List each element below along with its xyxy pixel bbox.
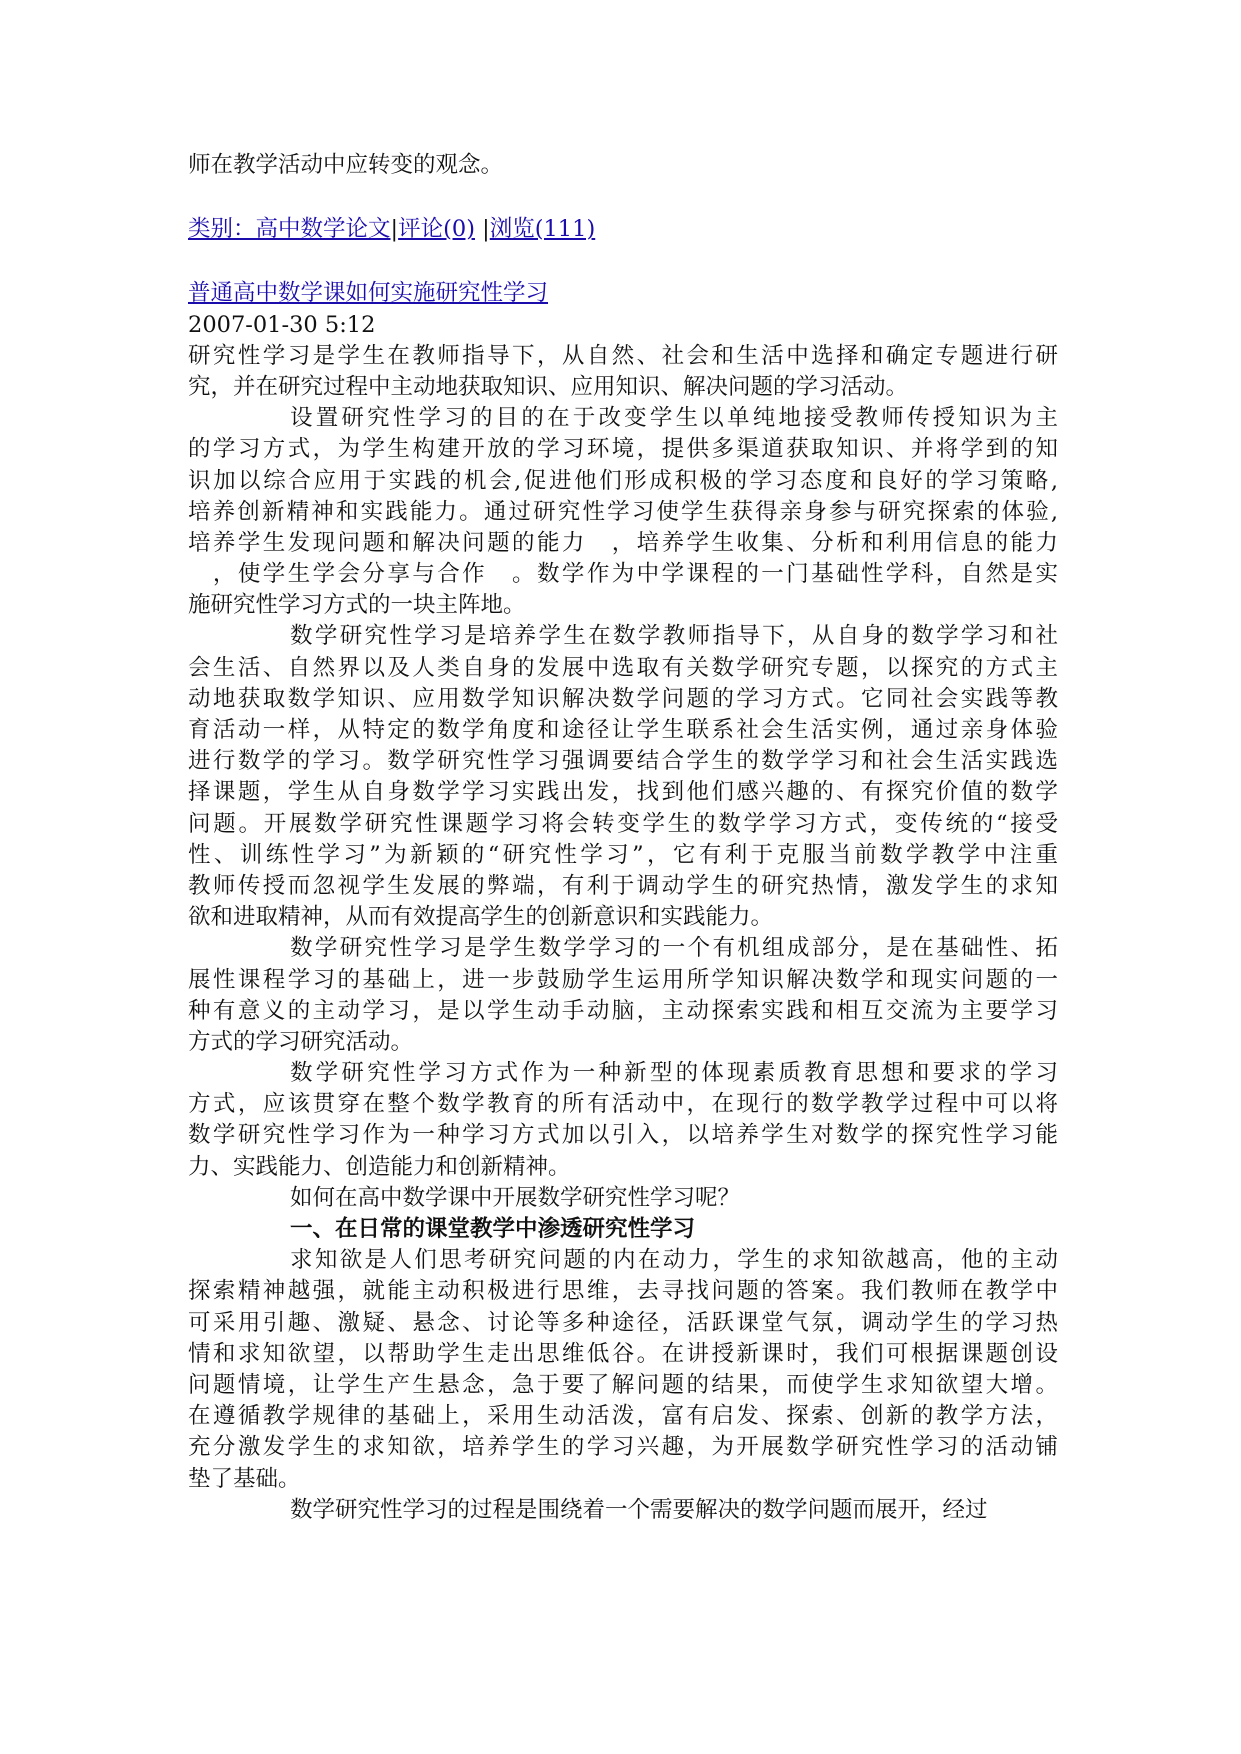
post-meta-links (188, 214, 1058, 245)
paragraph (188, 1058, 1058, 1183)
paragraph-line: 力、实践能力、创造能力和创新精神。 (188, 1153, 571, 1180)
paragraph-line: 在遵循教学规律的基础上，采用生动活泼，富有启发、探索、创新的教学方法， (188, 1403, 1058, 1430)
paragraph-line: 方式的学习研究活动。 (188, 1028, 414, 1055)
post-body (188, 341, 1058, 1214)
paragraph-line: 数学研究性学习的过程是围绕着一个需要解决的数学问题而展开，经过 (290, 1496, 988, 1523)
paragraph (188, 1245, 1058, 1495)
paragraph-line: 可采用引趣、激疑、悬念、讨论等多种途径，活跃课堂气氛，调动学生的学习热 (188, 1309, 1058, 1336)
paragraph-line: 育活动一样，从特定的数学角度和途径让学生联系社会生活实例，通过亲身体验 (188, 717, 1058, 743)
paragraph-line: 垫了基础。 (188, 1465, 301, 1492)
paragraph-line: 数学研究性学习是培养学生在数学教师指导下，从自身的数学学习和社 (290, 623, 1058, 650)
paragraph-line: 数学研究性学习方式作为一种新型的体现素质教育思想和要求的学习 (290, 1060, 1058, 1087)
paragraph-line: 充分激发学生的求知欲，培养学生的学习兴趣，为开展数学研究性学习的活动铺 (188, 1434, 1058, 1461)
paragraph-line: 培养创新精神和实践能力。通过研究性学习使学生获得亲身参与研究探索的体验, (188, 498, 1058, 525)
paragraph-line: 设置研究性学习的目的在于改变学生以单纯地接受教师传授知识为主 (290, 405, 1058, 432)
section-heading: 一、在日常的课堂教学中渗透研究性学习 (290, 1216, 696, 1242)
comments-link[interactable]: 评论(0) (398, 216, 475, 243)
document-page (188, 150, 1058, 1526)
paragraph-line: 数学研究性学习是学生数学学习的一个有机组成部分，是在基础性、拓 (290, 935, 1058, 962)
paragraph (188, 933, 1058, 1058)
paragraph (188, 1495, 1058, 1526)
paragraph-line: 研究性学习是学生在教师指导下，从自然、社会和生活中选择和确定专题进行研 (188, 342, 1058, 369)
paragraph-line: 求知欲是人们思考研究问题的内在动力，学生的求知欲越高，他的主动 (290, 1247, 1058, 1274)
paragraph-line: 识加以综合应用于实践的机会,促进他们形成积极的学习态度和良好的学习策略, (188, 467, 1058, 494)
post-title-row (188, 278, 1058, 309)
paragraph-line: 择课题，学生从自身数学学习实践出发，找到他们感兴趣的、有探究价值的数学 (188, 779, 1058, 806)
paragraph-line: 如何在高中数学课中开展数学研究性学习呢？ (290, 1184, 741, 1211)
previous-post-tail: 师在教学活动中应转变的观念。 (188, 152, 504, 178)
category-link[interactable]: 类别：高中数学论文 (188, 216, 391, 243)
post-date: 2007-01-30 5:12 (188, 311, 376, 338)
paragraph-line: 欲和进取精神，从而有效提高学生的创新意识和实践能力。 (188, 904, 774, 931)
paragraph-line: 探索精神越强，就能主动积极进行思维，去寻找问题的答案。我们教师在教学中 (188, 1278, 1058, 1305)
paragraph-line: ，使学生学会分享与合作 。数学作为中学课程的一门基础性学科，自然是实 (188, 561, 1058, 588)
paragraph (188, 403, 1058, 621)
meta-separator: | (390, 216, 399, 243)
paragraph-line: 教师传授而忽视学生发展的弊端，有利于调动学生的研究热情，激发学生的求知 (188, 872, 1058, 899)
views-link[interactable]: 浏览(111) (489, 216, 596, 243)
post-title-link[interactable]: 普通高中数学课如何实施研究性学习 (188, 280, 549, 307)
section-body (188, 1245, 1058, 1526)
paragraph-line: 会生活、自然界以及人类自身的发展中选取有关数学研究专题，以探究的方式主 (188, 654, 1058, 681)
paragraph-line: 性、训练性学习”为新颖的“研究性学习”，它有利于克服当前数学教学中注重 (188, 841, 1058, 868)
paragraph-line: 进行数学的学习。数学研究性学习强调要结合学生的数学学习和社会生活实践选 (188, 748, 1058, 775)
paragraph-line: 方式，应该贯穿在整个数学教育的所有活动中，在现行的数学教学过程中可以将 (188, 1091, 1058, 1118)
paragraph (188, 341, 1058, 403)
paragraph-line: 展性课程学习的基础上，进一步鼓励学生运用所学知识解决数学和现实问题的一 (188, 966, 1058, 993)
paragraph (188, 1183, 1058, 1214)
paragraph-line: 施研究性学习方式的一块主阵地。 (188, 592, 526, 619)
paragraph-line: 种有意义的主动学习，是以学生动手动脑，主动探索实践和相互交流为主要学习 (188, 997, 1058, 1024)
paragraph-line: 问题。开展数学研究性课题学习将会转变学生的数学学习方式，变传统的“接受 (188, 810, 1058, 837)
paragraph-line: 究，并在研究过程中主动地获取知识、应用知识、解决问题的学习活动。 (188, 373, 909, 400)
paragraph-line: 数学研究性学习作为一种学习方式加以引入，以培养学生对数学的探究性学习能 (188, 1122, 1058, 1149)
paragraph-line: 培养学生发现问题和解决问题的能力 ，培养学生收集、分析和利用信息的能力 (188, 529, 1058, 556)
paragraph (188, 621, 1058, 933)
paragraph-line: 问题情境，让学生产生悬念，急于要了解问题的结果，而使学生求知欲望大增。 (188, 1371, 1058, 1398)
spacer (188, 181, 1058, 214)
spacer (188, 245, 1058, 278)
paragraph-line: 的学习方式，为学生构建开放的学习环境，提供多渠道获取知识、并将学到的知 (188, 436, 1058, 463)
meta-separator: | (474, 216, 490, 243)
paragraph-line: 情和求知欲望，以帮助学生走出思维低谷。在讲授新课时，我们可根据课题创设 (188, 1340, 1058, 1367)
paragraph-line: 动地获取数学知识、应用数学知识解决数学问题的学习方式。它同社会实践等教 (188, 685, 1058, 712)
